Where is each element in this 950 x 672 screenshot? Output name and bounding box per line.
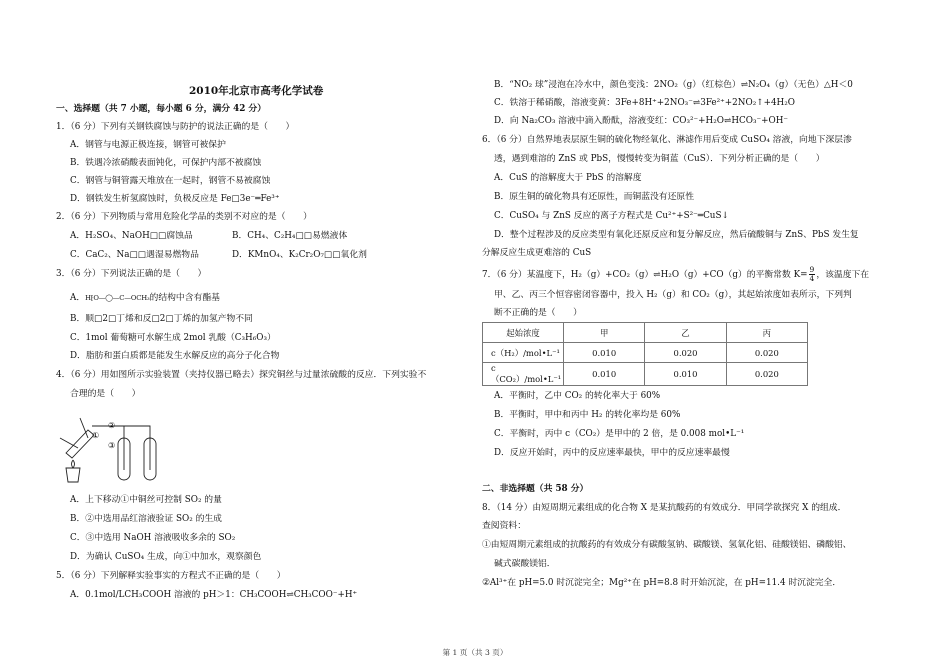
q6-stem-line2: 透，遇到难溶的 ZnS 或 PbS，慢慢转变为铜蓝（CuS）．下列分析正确的是（ ） [494,154,825,164]
table-header: 乙 [645,323,726,343]
table-header: 丙 [726,323,807,343]
q2-stem: 2．（6 分）下列物质与常用危险化学品的类别不对应的是（ ） [56,212,312,222]
k-denominator: 4 [809,274,815,283]
table-cell: c（CO₂）/mol•L⁻¹ [483,363,564,386]
q6-stem-line1: 6．（6 分）自然界地表层原生铜的硫化物经氧化、淋滤作用后变成 CuSO₄ 溶液，向地下深层渗 [482,135,852,145]
q3-option-a [70,292,220,304]
q7-option-d: D．反应开始时，丙中的反应速率最快，甲中的反应速率最慢 [494,448,730,458]
q7-stem-line2: 甲、乙、丙三个恒容密闭容器中，投入 H₂（g）和 CO₂（g），其起始浓度如表所示，下列判 [494,290,852,300]
q8-info-2: ②Al³⁺在 pH=5.0 时沉淀完全；Mg²⁺在 pH=8.8 时开始沉淀，在 pH=11.4 时沉淀完全． [482,578,842,588]
table-cell: 0.010 [645,363,726,386]
equilibrium-constant [809,266,816,283]
table-header: 起始浓度 [483,323,564,343]
k-numerator: 9 [809,265,815,274]
q3-option-c: C．1mol 葡萄糖可水解生成 2mol 乳酸（C₃H₆O₃） [70,333,276,343]
q6-option-d-line2: 分解反应生成更难溶的 CuS [482,248,592,258]
page-footer: 第 1 页（共 3 页） [442,648,508,657]
table-header: 甲 [564,323,645,343]
q8-stem: 8．（14 分）由短周期元素组成的化合物 X 是某抗酸药的有效成分．甲同学欲探究 X 的组成． [482,503,847,513]
q1-stem: 1．（6 分）下列有关钢铁腐蚀与防护的说法正确的是（ ） [56,122,295,132]
q7-option-c: C．平衡时，丙中 c（CO₂）是甲中的 2 倍，是 0.008 mol•L⁻¹ [494,429,745,439]
q8-info-1-line1: ①由短周期元素组成的抗酸药的有效成分有碳酸氢钠、碳酸镁、氢氧化铝、硅酸镁铝、磷酸铝、 [482,540,852,550]
q6-option-c: C．CuSO₄ 与 ZnS 反应的离子方程式是 Cu²⁺+S²⁻═CuS↓ [494,211,729,221]
q7-stem-line1 [482,266,869,283]
q3-stem: 3．（6 分）下列说法正确的是（ ） [56,269,207,279]
q7-option-b: B．平衡时，甲中和丙中 H₂ 的转化率均是 60% [494,410,681,420]
q4-stem-line2: 合理的是（ ） [70,389,141,399]
q5-option-d: D．向 Na₂CO₃ 溶液中滴入酚酞，溶液变红：CO₃²⁻+H₂O⇌HCO₃⁻+OH⁻ [494,116,789,126]
table-cell: 0.020 [726,363,807,386]
q6-option-d-line1: D．整个过程涉及的反应类型有氧化还原反应和复分解反应，然后硫酸铜与 ZnS、PbS 发生复 [494,230,859,240]
q4-option-a: A．上下移动①中铜丝可控制 SO₂ 的量 [70,495,222,505]
initial-concentration-table [482,322,808,386]
table-row [483,363,808,386]
q4-option-b: B．②中选用品红溶液验证 SO₂ 的生成 [70,514,222,524]
label-2: ② [108,421,116,430]
q3-structure-formula: H⁅O—◯—C—OCH₃ [85,294,150,302]
q3-option-a-prefix: A． [70,293,86,303]
q7-stem-line3: 断不正确的是（ ） [494,308,582,318]
q7-stem-pre: 7．（6 分）某温度下，H₂（g）+CO₂（g）⇌H₂O（g）+CO（g）的平衡常数 K= [482,270,808,280]
q2-option-b: B．CH₄、C₂H₄□□易燃液体 [232,231,348,241]
q8-info-heading: 查阅资料： [482,521,526,531]
q4-option-d: D．为确认 CuSO₄ 生成，向①中加水，观察颜色 [70,552,262,562]
q6-option-b: B．原生铜的硫化物具有还原性，而铜蓝没有还原性 [494,192,694,202]
connecting-tube [92,426,150,470]
q2-option-a: A．H₂SO₄、NaOH□□腐蚀品 [70,231,193,241]
table-header-row [483,323,808,343]
q2-option-d: D．KMnO₄、K₂Cr₂O₇□□氧化剂 [232,250,367,260]
q4-option-c: C．③中选用 NaOH 溶液吸收多余的 SO₂ [70,533,236,543]
q5-option-b: B．“NO₂ 球”浸泡在冷水中，颜色变浅：2NO₂（g）（红棕色）⇌N₂O₄（g）（无色）△H＜0 [494,80,853,90]
apparatus-diagram [58,408,168,488]
q7-option-a: A．平衡时，乙中 CO₂ 的转化率大于 60% [494,391,661,401]
q6-option-a: A．CuS 的溶解度大于 PbS 的溶解度 [494,173,642,183]
q3-option-a-suffix: 的结构中含有酯基 [149,293,220,303]
q2-option-c: C．CaC₂、Na□□遇湿易燃物品 [70,250,199,260]
q5-option-a: A．0.1mol/LCH₃COOH 溶液的 pH＞1：CH₃COOH⇌CH₃COO⁻+H⁺ [70,590,358,600]
table-cell: 0.010 [564,363,645,386]
burner [66,468,80,482]
q3-option-b: B．顺□2□丁烯和反□2□丁烯的加氢产物不同 [70,314,253,324]
q3-option-d: D．脂肪和蛋白质都是能发生水解反应的高分子化合物 [70,351,280,361]
flame [72,460,75,468]
q4-stem-line1: 4．（6 分）用如图所示实验装置（夹持仪器已略去）探究铜丝与过量浓硫酸的反应．下列实验不 [56,370,427,380]
label-1: ① [92,431,100,440]
table-cell: 0.020 [645,343,726,363]
section-2-heading: 二、非选择题（共 58 分） [482,484,589,494]
q5-stem: 5．（6 分）下列解释实验事实的方程式不正确的是（ ） [56,571,286,581]
q7-stem-post: ，该温度下在 [816,270,870,280]
q1-option-c: C．钢管与铜管露天堆放在一起时，钢管不易被腐蚀 [70,176,271,186]
q1-option-d: D．钢铁发生析氢腐蚀时，负极反应是 Fe□3e⁻═Fe³⁺ [70,194,280,204]
copper-wire [80,418,88,438]
table-row [483,343,808,363]
q8-info-1-line2: 碱式碳酸镁铝． [494,559,556,569]
section-1-heading: 一、选择题（共 7 小题，每小题 6 分，满分 42 分） [56,104,267,114]
q5-option-c: C．铁溶于稀硝酸，溶液变黄：3Fe+8H⁺+2NO₃⁻⇌3Fe²⁺+2NO₂↑+4H₂O [494,98,795,108]
q1-option-a: A．钢管与电源正极连接，钢管可被保护 [70,140,226,150]
q1-option-b: B．铁遇冷浓硝酸表面钝化，可保护内部不被腐蚀 [70,158,262,168]
table-cell: 0.020 [726,343,807,363]
table-cell: c（H₂）/mol•L⁻¹ [483,343,564,363]
paper-title: 2010年北京市高考化学试卷 [189,85,324,97]
label-3: ③ [108,441,116,450]
table-cell: 0.010 [564,343,645,363]
